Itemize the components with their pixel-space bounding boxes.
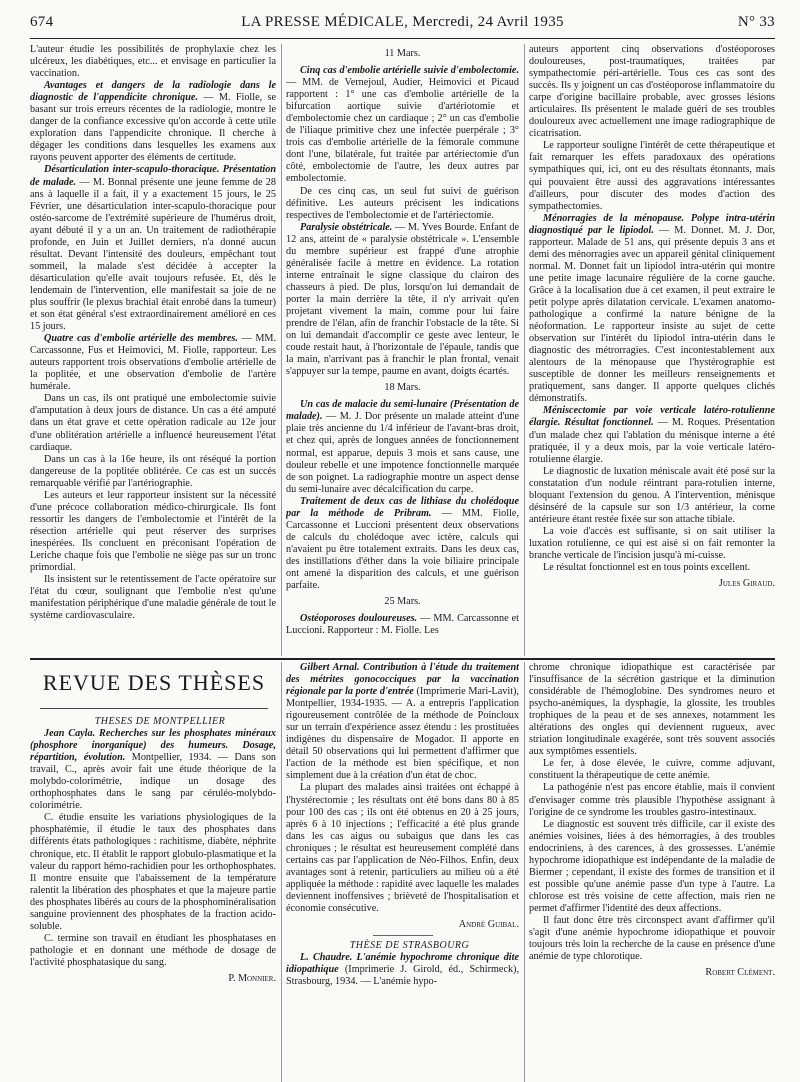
paragraph: C. étudie ensuite les variations physiologiques de la phosphatémie, il étudie le taux des phosphates dans différents états pathologiques : rachitisme, diabète, néphrite chronique, etc. Il établit le rapport globulo-plasmatique et la valeur du rapport hémo-rachidien pour les orthophosphates. Il montre ensuite que l'abaissement de la température ralentit la libération des phosphates et que la majeure partie des phosphates libérés au cours de la phosphominéralisation sanguine proviennent des phosphates de la fraction acido-soluble. xyxy=(30,812,276,932)
article-title: Ménorragies de la ménopause. Polype intra-utérin diagnostiqué par le lipiodol. xyxy=(529,212,775,236)
session-date: 11 Mars. xyxy=(384,48,421,59)
author-signature: Jules Giraud. xyxy=(718,578,775,590)
paragraph: Dans un cas à la 16e heure, ils ont réséqué la portion dangereuse de la poplitée oblitérée. Ce cas est un succès remarquable vérifié par l'artériographie. xyxy=(30,453,276,489)
section-rule xyxy=(30,658,775,660)
header-rule xyxy=(30,38,775,39)
paragraph: Dans un cas, ils ont pratiqué une embolectomie suivie d'amputation à deux jours de distance. Un cas a été amputé dans un état grave et cette opération radicale au 12e jour d'une oblitération artérielle a influencé heureusement l'état cardiaque. xyxy=(30,393,276,453)
article xyxy=(286,65,519,185)
paragraph: Le rapporteur souligne l'intérêt de cette thérapeutique et fait remarquer les effets paradoxaux des opérations sympathiques qui, ici, ont eu des résultats étonnants, mais qui pouvaient être aussi des aggravations intéressantes d'ailleurs, pour discuter des modes d'action des sympathectomies. xyxy=(529,140,775,212)
article xyxy=(286,399,519,495)
article-title: Méniscectomie par voie verticale latéro-rotulienne élargie. Résultat fonctionnel. xyxy=(529,405,775,429)
running-header xyxy=(30,14,775,38)
session-date: 18 Mars. xyxy=(384,382,421,394)
column-divider xyxy=(524,44,525,656)
article-text: — MM. Carcassonne, Fus et Heimovici, M. Fiolle, rapporteur. Les auteurs rapportent trois observations d'embolie artérielle de la poplitée, et une observation d'embolie de l'artère humérale. xyxy=(30,333,276,393)
article xyxy=(286,222,519,379)
paragraph: La voie d'accès est suffisante, si on sait utiliser la luxation rotulienne, ce qui est aisé si on fait remonter la branche verticale de l'incision jusqu'à mi-cuisse. xyxy=(529,525,775,561)
article xyxy=(30,333,276,393)
issue-number: N° 33 xyxy=(737,14,775,30)
article-title: Ostéoporoses douloureuses. xyxy=(300,613,418,625)
author-signature: André Guibal. xyxy=(458,918,519,930)
column-3 xyxy=(529,44,775,656)
article-text: — MM. Carcassonne et Luccioni. Rapporteur : M. Fiolle. Les xyxy=(286,613,519,637)
journal-title: LA PRESSE MÉDICALE, Mercredi, 24 Avril 1935 xyxy=(241,14,564,30)
article-text: — MM. Fiolle, Carcassonne et Luccioni présentent deux observations de calculs du cholédoque avec ictère, calculs qui n'avaient pu être totalement extraits. Dans les deux cas, des instillations d'éther dans la voie biliaire principale ont amené la disparition des calculs, et une guérison parfaite. xyxy=(286,507,519,592)
theses-column-2 xyxy=(286,662,519,1082)
article-title: Paralysie obstétricale. xyxy=(300,221,393,233)
article xyxy=(286,496,519,592)
article-title: Désarticulation inter-scapulo-thoracique. Présentation de malade. xyxy=(30,164,276,188)
paragraph: Le diagnostic est souvent très difficile, car il existe des anémies voisines, liées à des hémorragies, à des troubles endocriniens, à des carences, à des grossesses. L'anémie hypochrome idiopathique est indépendante de la maladie de Biermer ; cependant, il existe des formes de transition et il est possible qu'une anémie passe d'un type à l'autre. La chlorose est très voisine de cette affection, mais rien ne permet d'affirmer l'identité des deux affections. xyxy=(529,818,775,914)
article xyxy=(30,164,276,333)
article-text: — M. Yves Bourde. Enfant de 12 ans, atteint de « paralysie obstétricale ». L'ensemble du membre supérieur est frappé d'une atrophie généralisée facile à mettre en évidence. La rotation interne entraînait le signe classique du clairon des chasseurs à pied. De plus, lorsqu'on lui demandait de porter la main derrière la tête, il n'y arrivait qu'en projetant vivement la main, comme pour lui faire prendre de l'élan, afin de franchir l'obstacle de la tête. Si on lui demandait d'accomplir ce geste avec lenteur, le coude restait haut, à l'horizontale de l'épaule, tandis que la main, n'arrivant pas à franchir le plan frontal, venait s'appuyer sur la tempe, paume en avant, doigts écartés. xyxy=(286,221,519,378)
thesis-text: (Imprimerie Mari-Lavit), Montpellier, 1934-1935. — A. a entrepris l'application rigoureusement contrôlée de la méthode de Poincloux sur un terrain d'expérience assez étendu : les prostituées indigènes du dispensaire de Mogador. Il apporte en détail 50 observations qui lui permettent d'affirmer que l'action de la méthode est bien spécifique, et non simplement due à la création d'un état de choc. xyxy=(286,686,519,782)
thesis-entry xyxy=(30,728,276,812)
thesis-text: (Imprimerie J. Girold, éd., Schirmeck), Strasbourg, 1934. — L'anémie hypo- xyxy=(286,964,519,988)
paragraph: Le diagnostic de luxation méniscale avait été posé sur la constatation d'un nodule réintrant para-rotulien interne, bloquant l'extension du genou. A l'intervention, ménisque désinséré de la capsule sur son 1/3 antérieur, la corne antérieure étant restée fixée sur son attache tibiale. xyxy=(529,465,775,525)
column-divider xyxy=(281,662,282,1082)
section-heading: REVUE DES THÈSES xyxy=(42,670,266,695)
article xyxy=(286,613,519,637)
column-1 xyxy=(30,44,276,656)
article xyxy=(529,405,775,465)
column-divider xyxy=(281,44,282,656)
column-divider xyxy=(524,662,525,1082)
paragraph: L'auteur étudie les possibilités de prophylaxie chez les ulcéreux, les diabétiques, etc... et envisage en particulier la vaccination. xyxy=(30,44,276,80)
article-title: Cinq cas d'embolie artérielle suivie d'embolectomie. xyxy=(300,65,519,77)
article-text: — M. Bonnal présente une jeune femme de 28 ans à laquelle il a fait, il y a exactement 15 jours, le 25 Février, une désarticulation inter-scapulo-thoracique pour ostéo-sarcome de l'extrémité supérieure de l'humérus droit, ayant débuté il y a un an. Un traitement de radiothérapie profonde, en Juin et Juillet derniers, n'a donné aucun résultat. Devant l'intensité des douleurs, empêchant tout sommeil, la malade s'est décidée à accepter la désarticulation qu'elle avait toujours refusée. Et, dès le lendemain de l'intervention, elle manifestait sa joie de ne plus souffrir (le plexus brachial était enrobé dans la tumeur) et son état général s'est extraordinairement amélioré en ces 15 jours. xyxy=(30,176,276,333)
paragraph: C. termine son travail en étudiant les phosphatases en pathologie et en donnant une méthode de dosage de l'activité phosphatasique du sang. xyxy=(30,932,276,968)
article-text: — M. Roques. Présentation d'un malade chez qui l'ablation du ménisque interne a été pratiquée, il y a deux mois, par la voie verticale latéro-rotulienne élargie. xyxy=(529,417,775,465)
author-signature: P. Monnier. xyxy=(228,972,276,984)
article-text: — M. J. Dor présente un malade atteint d'une plaie très ancienne du 1/4 inférieur de l'avant-bras droit, et chez qui, après de longues années de fonctionnement normal, est apparue, depuis 3 mois et sans cause, une douleur rebelle et une impotence fonctionnelle marquée de son poignet. La radiographie montre un aspect dense du semi-lunaire avec décalcification du carpe. xyxy=(286,411,519,495)
theses-column-3 xyxy=(529,662,775,1082)
thesis-entry xyxy=(286,662,519,782)
article-title: Quatre cas d'embolie artérielle des membres. xyxy=(44,333,238,345)
paragraph: auteurs apportent cinq observations d'ostéoporoses douloureuses, post-traumatiques, traitées par sympathectomie péri-artérielle. Tous ces cas sont des succès. Ils y joignent un cas d'ostéoporose inflammatoire du carpe d'origine bacillaire probable, avec grosses lésions articulaires. Ils présentent le malade guéri de ses troubles douloureux avec actuellement une image radiographique de cicatrisation. xyxy=(529,44,775,140)
article xyxy=(529,213,775,406)
article-title: Traitement de deux cas de lithiase du cholédoque par la méthode de Pribram. xyxy=(286,495,519,519)
thesis-entry xyxy=(286,952,519,988)
heading-rule xyxy=(40,708,268,709)
column-2 xyxy=(286,44,519,656)
divider xyxy=(373,935,433,936)
paragraph: Ils insistent sur le retentissement de l'acte opératoire sur l'état du cœur, soulignant que l'embolie n'est qu'une manifestation périphérique d'une maladie générale de tout le système cardiovasculaire. xyxy=(30,574,276,622)
article-text: — M. Donnet. M. J. Dor, rapporteur. Malade de 51 ans, qui présente depuis 3 ans et demi des ménorragies avec un appareil génital cliniquement normal. M. Donnet fait un lipiodol intra-utérin qui montre une petite image lacunaire régulière de la corne gauche. Grâce à la localisation due à cet examen, il peut extraire le petit polype après dilatation cervicale. L'examen anatomo-pathologique a confirmé la nature bénigne de la néoformation. Le rapporteur insiste au sujet de cette observation sur l'intérêt du lipiodol intra-utérin dans le diagnostic des métrorragies. C'est incontestablement aux alentours de la ménopause que l'hystérographie est susceptible de donner les meilleurs renseignements et pratiquement, sans danger. Il apporte quelques clichés démonstratifs. xyxy=(529,224,775,405)
thesis-title: Jean Cayla. Recherches sur les phosphates minéraux (phosphore inorganique) des humeurs. Dosage, répartition, évolution. xyxy=(30,728,276,764)
paragraph: De ces cinq cas, un seul fut suivi de guérison définitive. Les auteurs précisent les indications respectives de l'embolectomie et de l'artériectomie. xyxy=(286,185,519,221)
thesis-title: Gilbert Arnal. Contribution à l'étude du traitement des métrites gonococciques par la vaccination régionale par la porte d'entrée xyxy=(286,662,519,698)
subsection-heading: THÈSE DE STRASBOURG xyxy=(349,940,470,952)
author-signature: Robert Clément. xyxy=(705,967,775,979)
article-text: — MM. de Vernejoul, Audier, Heimovici et Picaud rapportent : 1° une cas d'embolie artérielle de la bifurcation aortique suivie d'artériotomie et d'embolectomie chez un cardiaque ; 2° un cas d'embolie de l'iliaque primitive chez une infectée puerpérale ; 3° trois cas d'embolie artérielle de la fémorale commune dont l'une, bilatérale, fut traitée par artériectomie d'un côté, embolectomie de l'autre, les deux autres par embolectomie. xyxy=(286,77,519,185)
paragraph: Le fer, à dose élevée, le cuivre, comme adjuvant, constituent la thérapeutique de cette anémie. xyxy=(529,758,775,782)
paragraph: chrome chronique idiopathique est caractérisée par l'insuffisance de la sécrétion gastrique et la diminution considérable de l'hémoglobine. Des syndromes neuro et psycho-anémiques, la dysphagie, la glossite, les troubles trophiques de la peau et de ses annexes, notamment les altérations des ongles qui deviennent rugueux, avec striation longitudinale exagérée, sont très souvent associés aux symptômes essentiels. xyxy=(529,662,775,758)
session-date: 25 Mars. xyxy=(384,596,421,608)
article-title: Avantages et dangers de la radiologie dans le diagnostic de l'appendicite chronique. xyxy=(30,80,276,104)
article xyxy=(30,80,276,164)
thesis-title: L. Chaudre. L'anémie hypochrome chronique dite idiopathique xyxy=(286,952,519,976)
article-title: Un cas de malacie du semi-lunaire (Présentation de malade). xyxy=(286,399,519,423)
subsection-heading: THÈSES DE MONTPELLIER xyxy=(94,716,226,727)
thesis-text: Montpellier, 1934. — Dans son travail, C., après avoir fait une étude théorique de la molybdo-colorimétrie, indique un dosage des orthophosphates dans le sang par céruléo-molybdo-colorimétrie. xyxy=(30,752,276,812)
theses-column-1 xyxy=(30,716,276,1082)
page-number: 674 xyxy=(30,14,54,30)
paragraph: La plupart des malades ainsi traitées ont échappé à l'hystérectomie ; les résultats ont été bons dans 80 à 85 pour 100 des cas ; ils ont été obtenus en 20 à 25 jours, après 6 à 10 injections ; l'efficacité a été plus grande dans les cas aigus ou subaigus que dans les cas chroniques ; le résultat est heureusement complété dans certains cas par l'application de Néo-Filhos. Enfin, deux avantages sont à retenir, particuliers au milieu où a été appliquée la méthode : rapidité avec laquelle les malades deviennent inoffensives ; brièveté de l'hospitalisation et économie consécutive. xyxy=(286,782,519,914)
paragraph: Il faut donc être très circonspect avant d'affirmer qu'il s'agit d'une anémie hypochrome idiopathique et pouvoir toujours très loin la recherche de la cause en présence d'une anémie de type chlorotique. xyxy=(529,914,775,963)
paragraph: Le résultat fonctionnel est en tous points excellent. xyxy=(543,562,751,574)
paragraph: La pathogénie n'est pas encore établie, mais il convient d'envisager comme très plausible l'hypothèse assignant à l'origine de ce syndrome les troubles gastro-intestinaux. xyxy=(529,782,775,818)
article-text: — M. Fiolle, se basant sur trois erreurs récentes de la radiologie, montre le danger de la confiance excessive qu'on accorde à cette utile exploration dans l'appendicite chronique. Il cherche à dégager les conditions dans lesquelles les examens aux rayons peuvent apporter des éléments de certitude. xyxy=(30,92,276,164)
paragraph: Les auteurs et leur rapporteur insistent sur la nécessité d'une précoce collaboration médico-chirurgicale. Ils font ressortir les dangers de l'embolectomie et l'intérêt de la résection artérielle qui peut réserver des surprises inespérées. Ils concluent en préconisant l'opération de Leriche chaque fois que l'embolie ne siège pas sur un tronc primordial. xyxy=(30,489,276,574)
